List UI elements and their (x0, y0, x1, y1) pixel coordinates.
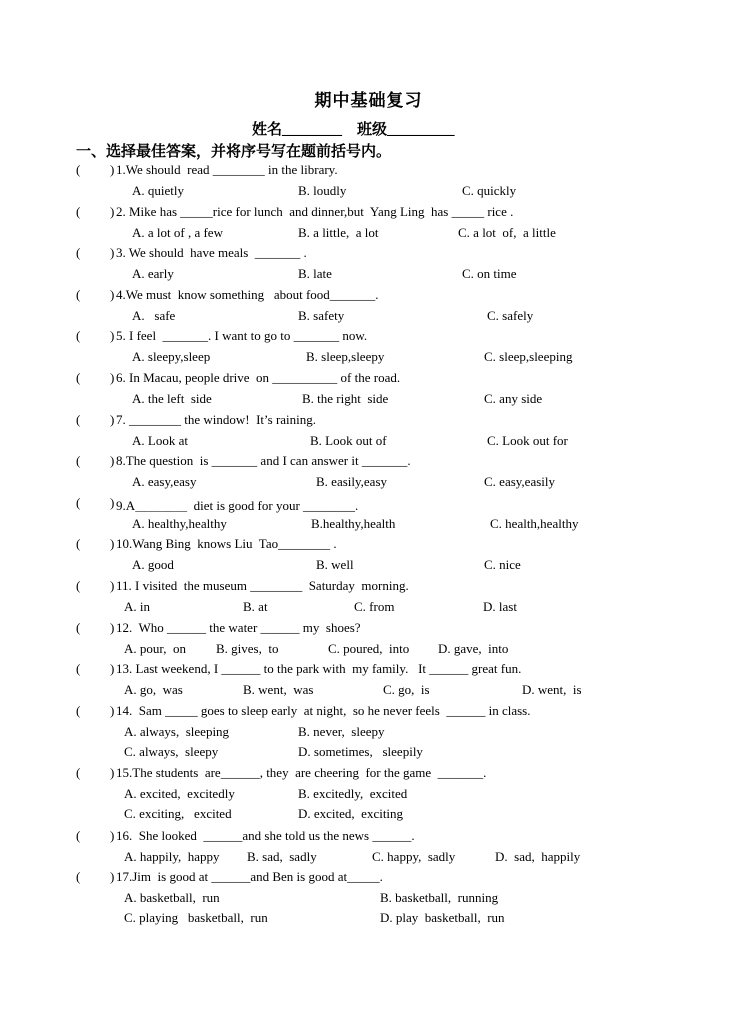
option-a: A. quietly (132, 183, 184, 198)
question-9 (76, 495, 676, 537)
answer-paren-open: ( (76, 412, 81, 427)
answer-paren-open: ( (76, 765, 81, 780)
option-b: B.healthy,health (311, 516, 396, 531)
question-14 (76, 703, 676, 759)
answer-paren-close: ) (110, 453, 115, 468)
option-c: C. from (354, 599, 395, 614)
option-c: C. playing basketball, run (124, 910, 268, 925)
option-b: B. never, sleepy (298, 724, 385, 739)
answer-paren-open: ( (76, 703, 81, 718)
option-c: C. poured, into (328, 641, 410, 656)
option-b: B. at (243, 599, 268, 614)
answer-paren-close: ) (110, 495, 115, 510)
answer-paren-close: ) (110, 703, 115, 718)
option-d: D. last (483, 599, 517, 614)
question-stem: 15.The students are______, they are cheering for the game _______. (116, 765, 487, 780)
option-c: C. always, sleepy (124, 744, 219, 759)
option-b: B. easily,easy (316, 474, 387, 489)
option-a: A. go, was (124, 682, 183, 697)
question-8 (76, 453, 676, 495)
question-1 (76, 162, 676, 204)
answer-paren-open: ( (76, 204, 81, 219)
question-3 (76, 245, 676, 287)
question-stem: 11. I visited the museum ________ Saturday morning. (116, 578, 409, 593)
answer-paren-close: ) (110, 828, 115, 843)
option-c: C. any side (484, 391, 543, 406)
option-d: D. sad, happily (495, 849, 581, 864)
question-10 (76, 536, 676, 578)
answer-paren-open: ( (76, 162, 81, 177)
answer-paren-open: ( (76, 661, 81, 676)
option-d: D. went, is (522, 682, 582, 697)
option-c: C. on time (462, 266, 517, 281)
option-b: B. Look out of (310, 433, 387, 448)
option-a: A. the left side (132, 391, 212, 406)
question-2 (76, 204, 676, 246)
answer-paren-close: ) (110, 245, 115, 260)
answer-paren-open: ( (76, 328, 81, 343)
option-a: A. always, sleeping (124, 724, 230, 739)
answer-paren-close: ) (110, 328, 115, 343)
option-a: A. healthy,healthy (132, 516, 227, 531)
option-c: C. a lot of, a little (458, 225, 556, 240)
option-d: D. sometimes, sleepily (298, 744, 423, 759)
section-heading: 一、选择最佳答案，并将序号写在题前括号内。 (76, 144, 392, 160)
question-11 (76, 578, 676, 620)
answer-paren-open: ( (76, 495, 81, 510)
answer-paren-close: ) (110, 162, 115, 177)
option-b: B. sleep,sleepy (306, 349, 385, 364)
answer-paren-open: ( (76, 578, 81, 593)
answer-paren-open: ( (76, 620, 81, 635)
option-b: B. safety (298, 308, 345, 323)
option-c: C. nice (484, 557, 521, 572)
option-b: B. a little, a lot (298, 225, 379, 240)
answer-paren-close: ) (110, 869, 115, 884)
answer-paren-close: ) (110, 204, 115, 219)
question-stem: 1.We should read ________ in the library. (116, 162, 338, 177)
answer-paren-open: ( (76, 453, 81, 468)
option-a: A. safe (132, 308, 176, 323)
option-b: B. gives, to (216, 641, 279, 656)
question-stem: 7. ________ the window! It’s raining. (116, 412, 317, 427)
option-c: C. safely (487, 308, 534, 323)
answer-paren-open: ( (76, 828, 81, 843)
option-b: B. late (298, 266, 332, 281)
question-stem: 13. Last weekend, I ______ to the park with my family. It ______ great fun. (116, 661, 522, 676)
option-a: A. good (132, 557, 174, 572)
option-c: C. health,healthy (490, 516, 579, 531)
option-a: A. basketball, run (124, 890, 220, 905)
answer-paren-open: ( (76, 287, 81, 302)
option-d: D. gave, into (438, 641, 509, 656)
question-stem: 5. I feel _______. I want to go to _______ now. (116, 328, 368, 343)
question-stem: 2. Mike has _____rice for lunch and dinner,but Yang Ling has _____ rice . (116, 204, 514, 219)
question-5 (76, 328, 676, 370)
question-stem: 6. In Macau, people drive on __________ of the road. (116, 370, 401, 385)
question-15 (76, 765, 676, 821)
question-stem: 16. She looked ______and she told us the news ______. (116, 828, 415, 843)
question-stem: 10.Wang Bing knows Liu Tao________ . (116, 536, 337, 551)
option-c: C. happy, sadly (372, 849, 456, 864)
answer-paren-open: ( (76, 869, 81, 884)
option-b: B. excitedly, excited (298, 786, 408, 801)
question-13 (76, 661, 676, 703)
answer-paren-close: ) (110, 412, 115, 427)
answer-paren-open: ( (76, 536, 81, 551)
option-c: C. exciting, excited (124, 806, 232, 821)
option-a: A. pour, on (124, 641, 186, 656)
option-a: A. excited, excitedly (124, 786, 235, 801)
question-stem: 14. Sam _____ goes to sleep early at night, so he never feels ______ in class. (116, 703, 531, 718)
option-b: B. went, was (243, 682, 314, 697)
option-b: B. sad, sadly (247, 849, 317, 864)
option-b: B. loudly (298, 183, 347, 198)
answer-paren-close: ) (110, 287, 115, 302)
option-c: C. Look out for (487, 433, 568, 448)
answer-paren-close: ) (110, 661, 115, 676)
question-stem: 17.Jim is good at ______and Ben is good at_____. (116, 869, 383, 884)
option-a: A. happily, happy (124, 849, 220, 864)
option-b: B. well (316, 557, 354, 572)
page-title: 期中基础复习 (314, 91, 423, 110)
option-a: A. sleepy,sleep (132, 349, 211, 364)
option-d: D. play basketball, run (380, 910, 505, 925)
question-12 (76, 620, 676, 662)
option-c: C. go, is (383, 682, 430, 697)
option-c: C. easy,easily (484, 474, 555, 489)
question-6 (76, 370, 676, 412)
option-b: B. basketball, running (380, 890, 499, 905)
question-7 (76, 412, 676, 454)
answer-paren-close: ) (110, 620, 115, 635)
question-stem: 4.We must know something about food_______. (116, 287, 379, 302)
question-4 (76, 287, 676, 329)
answer-paren-close: ) (110, 536, 115, 551)
option-a: A. early (132, 266, 174, 281)
option-b: B. the right side (302, 391, 389, 406)
name-class-line: 姓名________ 班级_________ (252, 122, 455, 138)
question-stem: 12. Who ______ the water ______ my shoes? (116, 620, 361, 635)
question-stem: 3. We should have meals _______ . (116, 245, 307, 260)
option-a: A. easy,easy (132, 474, 197, 489)
question-stem: 8.The question is _______ and I can answer it _______. (116, 453, 411, 468)
answer-paren-open: ( (76, 245, 81, 260)
question-17 (76, 869, 676, 925)
answer-paren-close: ) (110, 370, 115, 385)
answer-paren-close: ) (110, 578, 115, 593)
question-stem: 9.A＿＿＿＿ diet is good for your ________. (116, 498, 359, 513)
option-c: C. quickly (462, 183, 517, 198)
question-16 (76, 828, 676, 870)
option-a: A. a lot of , a few (132, 225, 223, 240)
option-a: A. Look at (132, 433, 188, 448)
answer-paren-open: ( (76, 370, 81, 385)
option-a: A. in (124, 599, 150, 614)
answer-paren-close: ) (110, 765, 115, 780)
option-c: C. sleep,sleeping (484, 349, 573, 364)
option-d: D. excited, exciting (298, 806, 404, 821)
